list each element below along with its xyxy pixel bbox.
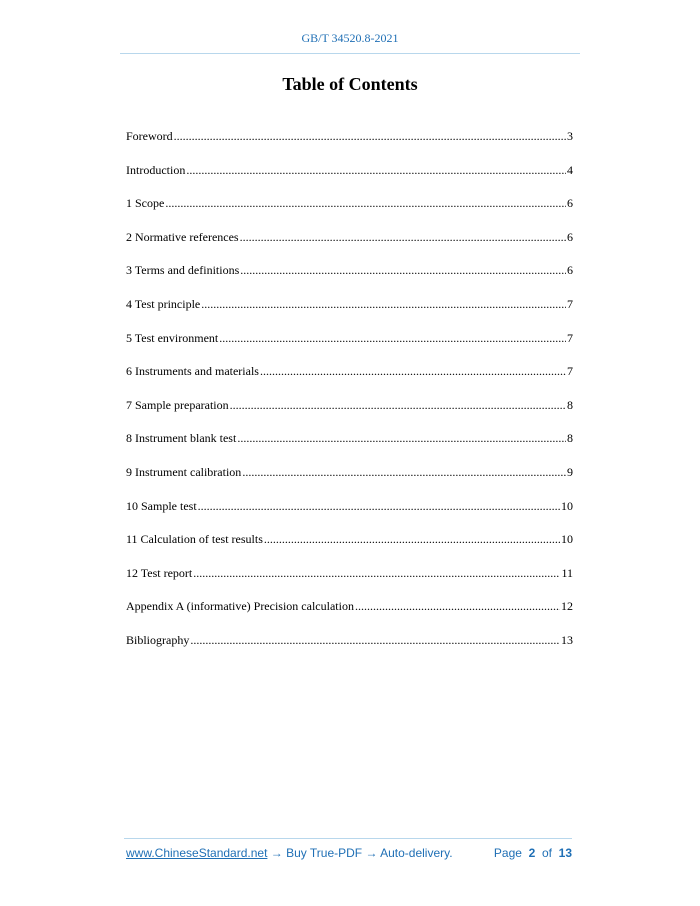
footer-divider bbox=[124, 838, 572, 839]
toc-label: 2 Normative references bbox=[126, 229, 239, 244]
toc-leader bbox=[240, 228, 566, 246]
toc-label: 8 Instrument blank test bbox=[126, 431, 237, 446]
toc-entry[interactable] bbox=[126, 362, 573, 396]
running-footer bbox=[126, 846, 572, 860]
toc-page-number: 7 bbox=[567, 364, 573, 379]
header-divider bbox=[120, 53, 580, 54]
toc-leader bbox=[237, 429, 566, 447]
of-word: of bbox=[541, 846, 552, 860]
page-indicator bbox=[494, 846, 572, 860]
toc-page-number: 8 bbox=[567, 431, 573, 446]
toc-label: 12 Test report bbox=[126, 565, 193, 580]
toc-entry[interactable] bbox=[126, 497, 573, 531]
toc-label: 9 Instrument calibration bbox=[126, 464, 242, 479]
toc-page-number: 4 bbox=[567, 162, 573, 177]
toc-page-number: 7 bbox=[567, 330, 573, 345]
toc-entry[interactable] bbox=[126, 228, 573, 262]
total-pages: 13 bbox=[558, 846, 572, 860]
toc-label: Bibliography bbox=[126, 632, 190, 647]
page-title: Table of Contents bbox=[282, 74, 418, 94]
toc-page-number: 10 bbox=[561, 498, 573, 513]
toc-entry[interactable] bbox=[126, 396, 573, 430]
toc-label: 5 Test environment bbox=[126, 330, 219, 345]
footer-promo bbox=[126, 846, 453, 860]
toc-page-number: 7 bbox=[567, 296, 573, 311]
toc-leader bbox=[230, 396, 566, 414]
toc-label: Appendix A (informative) Precision calculation bbox=[126, 599, 354, 614]
running-header: GB/T 34520.8-2021 bbox=[301, 31, 399, 45]
toc-page-number: 6 bbox=[567, 229, 573, 244]
toc-label: 3 Terms and definitions bbox=[126, 263, 240, 278]
toc-page-number: 6 bbox=[567, 196, 573, 211]
toc-label: 10 Sample test bbox=[126, 498, 197, 513]
toc-leader bbox=[198, 497, 560, 515]
toc-page-number: 12 bbox=[561, 599, 573, 614]
footer-promo-text: → Buy True-PDF → Auto-delivery. bbox=[267, 846, 453, 860]
toc-leader bbox=[260, 362, 566, 380]
toc-entry[interactable] bbox=[126, 597, 573, 631]
toc-label: Introduction bbox=[126, 162, 186, 177]
toc-page-number: 13 bbox=[561, 632, 573, 647]
website-link[interactable]: www.ChineseStandard.net bbox=[126, 846, 268, 860]
toc-label: 7 Sample preparation bbox=[126, 397, 229, 412]
toc-entry[interactable] bbox=[126, 261, 573, 295]
toc-page-number: 9 bbox=[567, 464, 573, 479]
toc-entry[interactable] bbox=[126, 295, 573, 329]
toc-page-number: 6 bbox=[567, 263, 573, 278]
toc-leader bbox=[264, 530, 560, 548]
toc-entry[interactable] bbox=[126, 127, 573, 161]
page-word: Page bbox=[493, 846, 522, 860]
toc-page-number: 10 bbox=[561, 532, 573, 547]
toc-entry[interactable] bbox=[126, 194, 573, 228]
toc-entry[interactable] bbox=[126, 631, 573, 665]
toc-leader bbox=[165, 194, 566, 212]
toc-entry[interactable] bbox=[126, 329, 573, 363]
toc-entry[interactable] bbox=[126, 564, 573, 598]
toc-leader bbox=[190, 631, 560, 649]
toc-label: 11 Calculation of test results bbox=[126, 532, 263, 547]
current-page: 2 bbox=[528, 846, 536, 860]
toc-label: 4 Test principle bbox=[126, 296, 201, 311]
toc-leader bbox=[355, 597, 560, 615]
toc-entry[interactable] bbox=[126, 429, 573, 463]
toc-leader bbox=[174, 127, 566, 145]
toc-leader bbox=[201, 295, 566, 313]
toc-page-number: 8 bbox=[567, 397, 573, 412]
toc-label: 1 Scope bbox=[126, 196, 165, 211]
toc-entry[interactable] bbox=[126, 463, 573, 497]
toc-entry[interactable] bbox=[126, 161, 573, 195]
toc-page-number: 11 bbox=[561, 565, 573, 580]
toc-page-number: 3 bbox=[567, 129, 573, 143]
toc-leader bbox=[240, 261, 566, 279]
toc-leader bbox=[193, 564, 560, 582]
toc-leader bbox=[242, 463, 566, 481]
toc-label: 6 Instruments and materials bbox=[126, 364, 259, 379]
toc-leader bbox=[186, 161, 566, 179]
toc-label: Foreword bbox=[126, 129, 173, 143]
toc-entry[interactable] bbox=[126, 530, 573, 564]
toc-leader bbox=[219, 329, 566, 347]
table-of-contents bbox=[126, 127, 573, 665]
